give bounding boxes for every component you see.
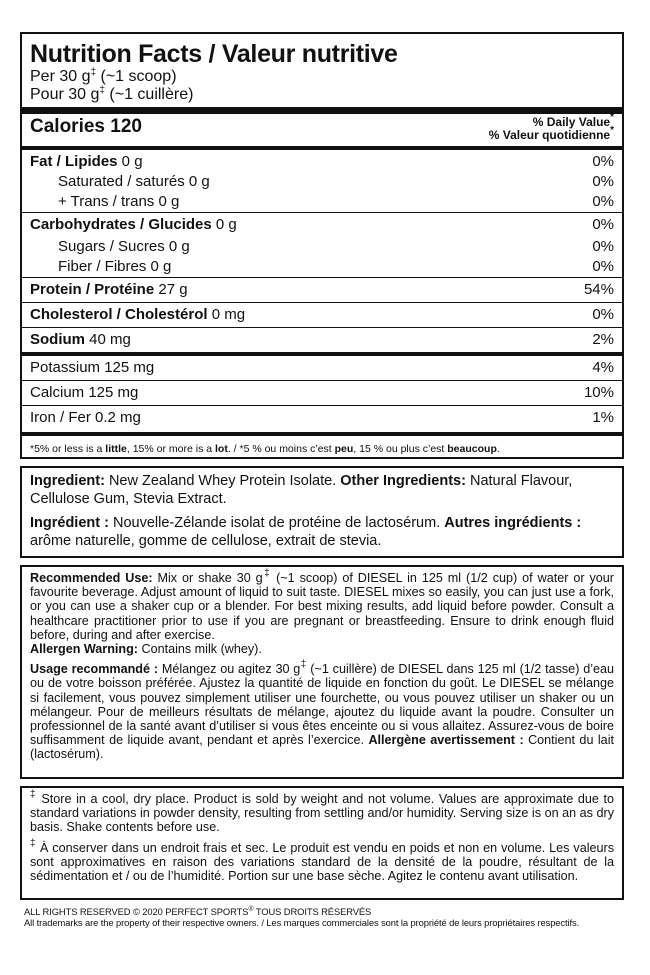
nutrient-row-carbohydrates: Carbohydrates / Glucides 0 g 0% [22, 212, 622, 237]
nutrient-row-fiber: Fiber / Fibres 0 g 0% [58, 258, 614, 275]
usage-panel [20, 565, 624, 779]
nutrient-row-sodium: Sodium 40 mg 2% [22, 327, 622, 352]
thick-divider [22, 107, 622, 114]
copyright-line: ALL RIGHTS RESERVED © 2020 PERFECT SPORTS® TOUS DROITS RÉSERVÉS [24, 906, 372, 917]
serving-size-en: Per 30 g‡ (~1 scoop) [30, 67, 177, 85]
trademark-line: All trademarks are the property of their respective owners. / Les marques commerciales sont la propriété de leurs propriétaires respectifs. [24, 917, 580, 928]
nutrient-row-cholesterol: Cholesterol / Cholestérol 0 mg 0% [22, 302, 622, 327]
nutrient-row-trans: + Trans / trans 0 g 0% [58, 193, 614, 210]
nutrient-row-sugars: Sugars / Sucres 0 g 0% [58, 238, 614, 255]
ingredients-en: Ingredient: New Zealand Whey Protein Isolate. Other Ingredients: Natural Flavour, Cellulose Gum, Stevia Extract. [30, 473, 573, 507]
nutrition-facts-panel [20, 32, 624, 459]
calories-row [30, 114, 614, 146]
recommended-use-en: Recommended Use: Mix or shake 30 g‡ (~1 scoop) of DIESEL in 125 ml (1/2 cup) of water or your favourite beverage. Adjust amount of liquid to suit taste. DIESEL mixes so easily, you can just use a fork, or you can use a shaker cup or a blender. For best mixing results, add liquid before powder. Consult a healthcare practitioner prior to use if you are pregnant or breastfeeding. Ensure to drink enough fluid before, during and after exercise. Allergen Warning: Contains milk (whey). [30, 568, 614, 657]
nutrient-row-saturated: Saturated / saturés 0 g 0% [58, 173, 614, 190]
storage-en: ‡ Store in a cool, dry place. Product is sold by weight and not volume. Values are approximate due to standard variations in powder density, resulting from settling and/or humidity. Serving size is on an as dry basis. Shake contents before use. [30, 789, 614, 835]
storage-fr: ‡ À conserver dans un endroit frais et sec. Le produit est vendu en poids et non en volume. Les valeurs sont approximatives en raison des variations standard de la densité de la poudre, résultant de la sédimentation et / ou de l’humidité. Portion sur une base sèche. Agitez le contenu avant utilisation. [30, 837, 615, 884]
nutrient-row-iron: Iron / Fer 0.2 mg 1% [22, 405, 622, 430]
storage-panel [20, 786, 624, 900]
serving-size-fr: Pour 30 g‡ (~1 cuillère) [30, 85, 194, 103]
nutrient-row-fat: Fat / Lipides 0 g 0% [30, 153, 614, 170]
medium-divider [22, 146, 622, 150]
nutrient-row-potassium: Potassium 125 mg 4% [30, 359, 614, 376]
nutrient-row-protein: Protein / Protéine 27 g 54% [22, 277, 622, 302]
panel-title: Nutrition Facts / Valeur nutritive [30, 40, 398, 68]
daily-value-header: % Daily Value* % Valeur quotidienne* [488, 112, 614, 142]
ingredients-panel [20, 466, 624, 558]
daily-value-footnote: *5% or less is a little, 15% or more is a lot. / *5 % ou moins c’est peu, 15 % ou plus c’est beaucoup. [30, 443, 500, 455]
recommended-use-fr: Usage recommandé : Mélangez ou agitez 30 g‡ (~1 cuillère) de DIESEL dans 125 ml (1/2 tasse) d’eau ou de votre boisson préférée. Ajustez la quantité de liquide en fonction du goût. Le DIESEL se mélange si facilement, vous pouvez simplement utiliser une fourchette, ou vous pouvez utiliser un shaker ou un mélangeur. Pour de meilleurs résultats de mélange, ajoutez du liquide avant la poudre. Consulter un professionnel de la santé avant d’utiliser si vous êtes enceinte ou si vous allaitez. Assurez-vous de boire suffisamment de liquide avant, pendant et après l’exercice. Allergène avertissement : Contient du lait (lactosérum). [30, 659, 615, 762]
nutrient-row-calcium: Calcium 125 mg 10% [22, 380, 622, 405]
calories-value: Calories 120 [30, 116, 142, 137]
legal-notice [24, 906, 624, 928]
ingredients-fr: Ingrédient : Nouvelle-Zélande isolat de protéine de lactosérum. Autres ingrédients : arôme naturelle, gomme de cellulose, extrait de stevia. [30, 515, 582, 549]
